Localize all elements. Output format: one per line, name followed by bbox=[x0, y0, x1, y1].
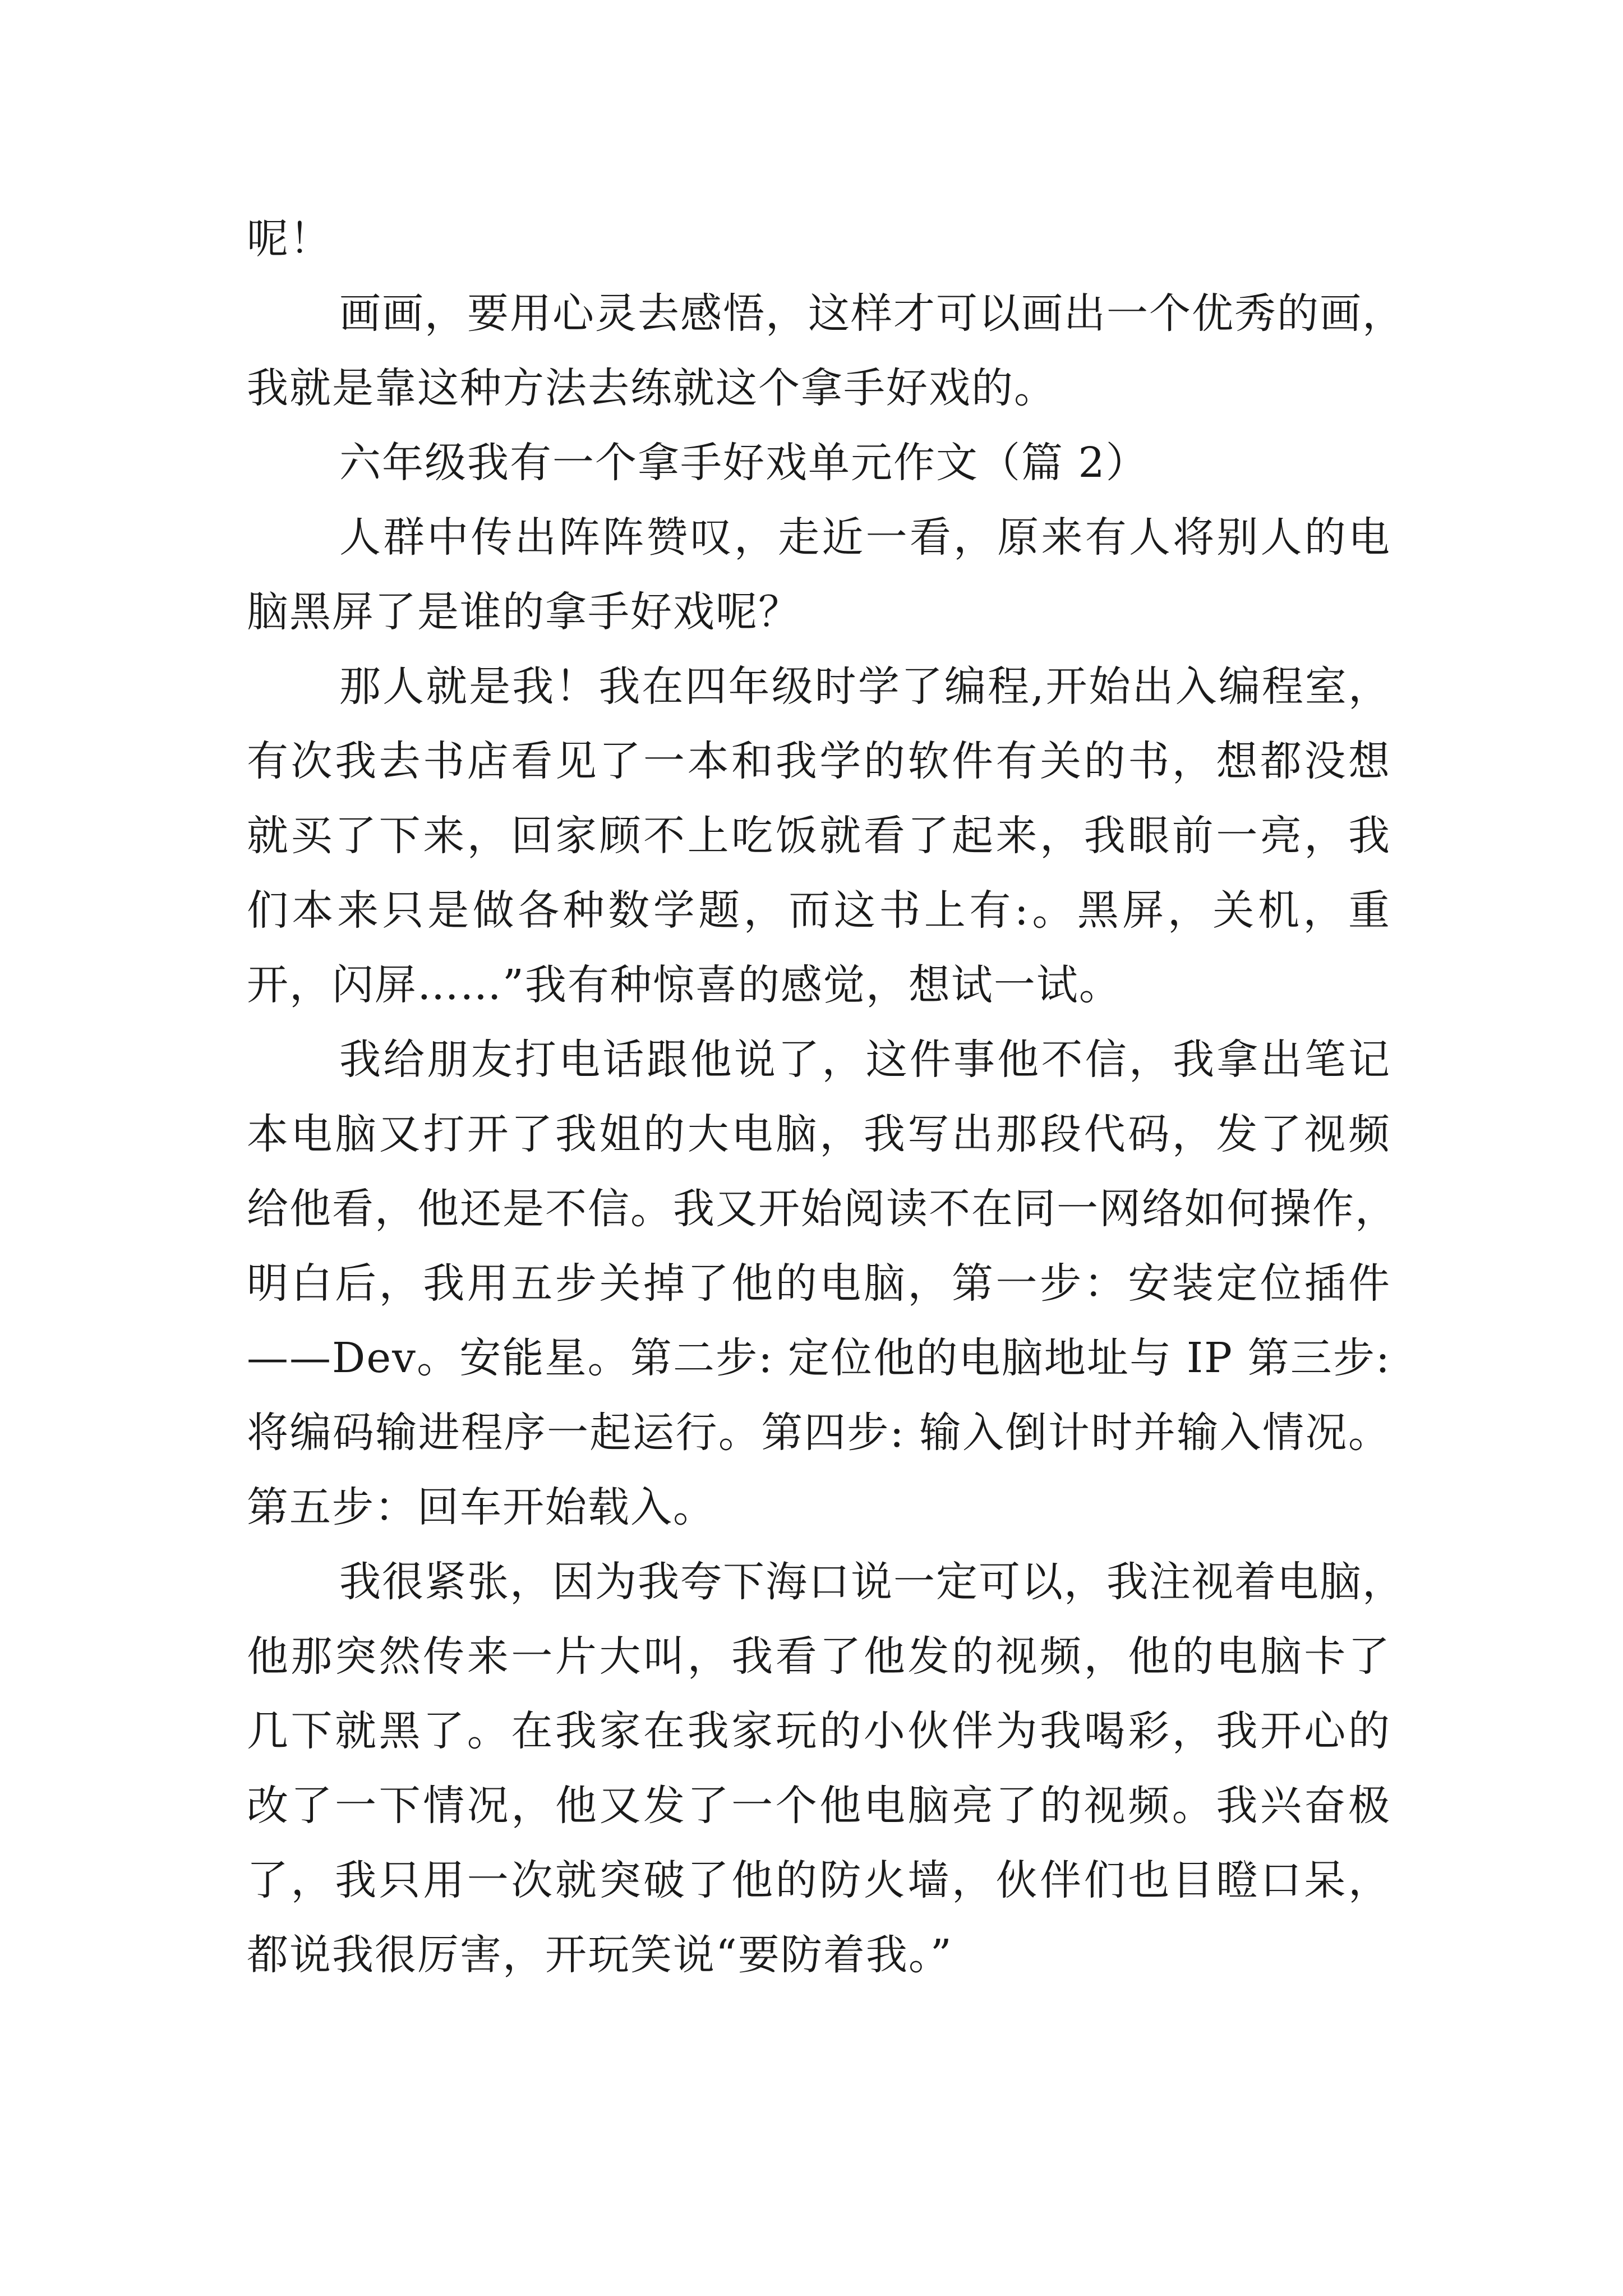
paragraph-line: 明白后，我用五步关掉了他的电脑，第一步：安装定位插件 bbox=[247, 1259, 1391, 1308]
paragraph-line: 了，我只用一次就突破了他的防火墙，伙伴们也目瞪口呆， bbox=[247, 1856, 1391, 1904]
paragraph-line: ——Dev。安能星。第二步: 定位他的电脑地址与 IP 第三步: bbox=[247, 1334, 1391, 1382]
paragraph-line: 他那突然传来一片大叫，我看了他发的视频，他的电脑卡了 bbox=[247, 1632, 1391, 1681]
paragraph-line: 第五步：回车开始载入。 bbox=[247, 1483, 716, 1531]
paragraph-line: 呢！ bbox=[247, 215, 332, 263]
paragraph-line: 就买了下来，回家顾不上吃饭就看了起来，我眼前一亮，我 bbox=[247, 812, 1391, 860]
paragraph-line: 本电脑又打开了我姐的大电脑，我写出那段代码，发了视频 bbox=[247, 1110, 1391, 1158]
paragraph-line: 都说我很厉害，开玩笑说“要防着我。” bbox=[247, 1931, 953, 1979]
paragraph-line: 有次我去书店看见了一本和我学的软件有关的书，想都没想 bbox=[247, 737, 1391, 785]
paragraph-line: 开，闪屏……”我有种惊喜的感觉，想试一试。 bbox=[247, 961, 1122, 1009]
paragraph-line: 我就是靠这种方法去练就这个拿手好戏的。 bbox=[247, 364, 1057, 412]
paragraph-line: 我很紧张，因为我夸下海口说一定可以，我注视着电脑， bbox=[339, 1558, 1405, 1606]
paragraph-line: 将编码输进程序一起运行。第四步: 输入倒计时并输入情况。 bbox=[247, 1409, 1391, 1457]
paragraph-line: 给他看，他还是不信。我又开始阅读不在同一网络如何操作， bbox=[247, 1185, 1398, 1233]
paragraph-line: 那人就是我！我在四年级时学了编程,开始出入编程室， bbox=[339, 662, 1391, 711]
paragraph-line: 画画，要用心灵去感悟，这样才可以画出一个优秀的画， bbox=[339, 289, 1405, 338]
paragraph-line: 改了一下情况，他又发了一个他电脑亮了的视频。我兴奋极 bbox=[247, 1782, 1391, 1830]
paragraph-line: 们本来只是做各种数学题，而这书上有:。黑屏，关机，重 bbox=[247, 886, 1391, 935]
paragraph-line: 人群中传出阵阵赞叹，走近一看，原来有人将别人的电 bbox=[339, 513, 1391, 562]
paragraph-line: 我给朋友打电话跟他说了，这件事他不信，我拿出笔记 bbox=[339, 1036, 1391, 1084]
paragraph-line: 脑黑屏了是谁的拿手好戏呢？ bbox=[247, 588, 801, 636]
section-heading: 六年级我有一个拿手好戏单元作文（篇 2） bbox=[339, 439, 1149, 487]
paragraph-line: 几下就黑了。在我家在我家玩的小伙伴为我喝彩，我开心的 bbox=[247, 1707, 1391, 1755]
essay-body bbox=[247, 202, 1405, 1993]
